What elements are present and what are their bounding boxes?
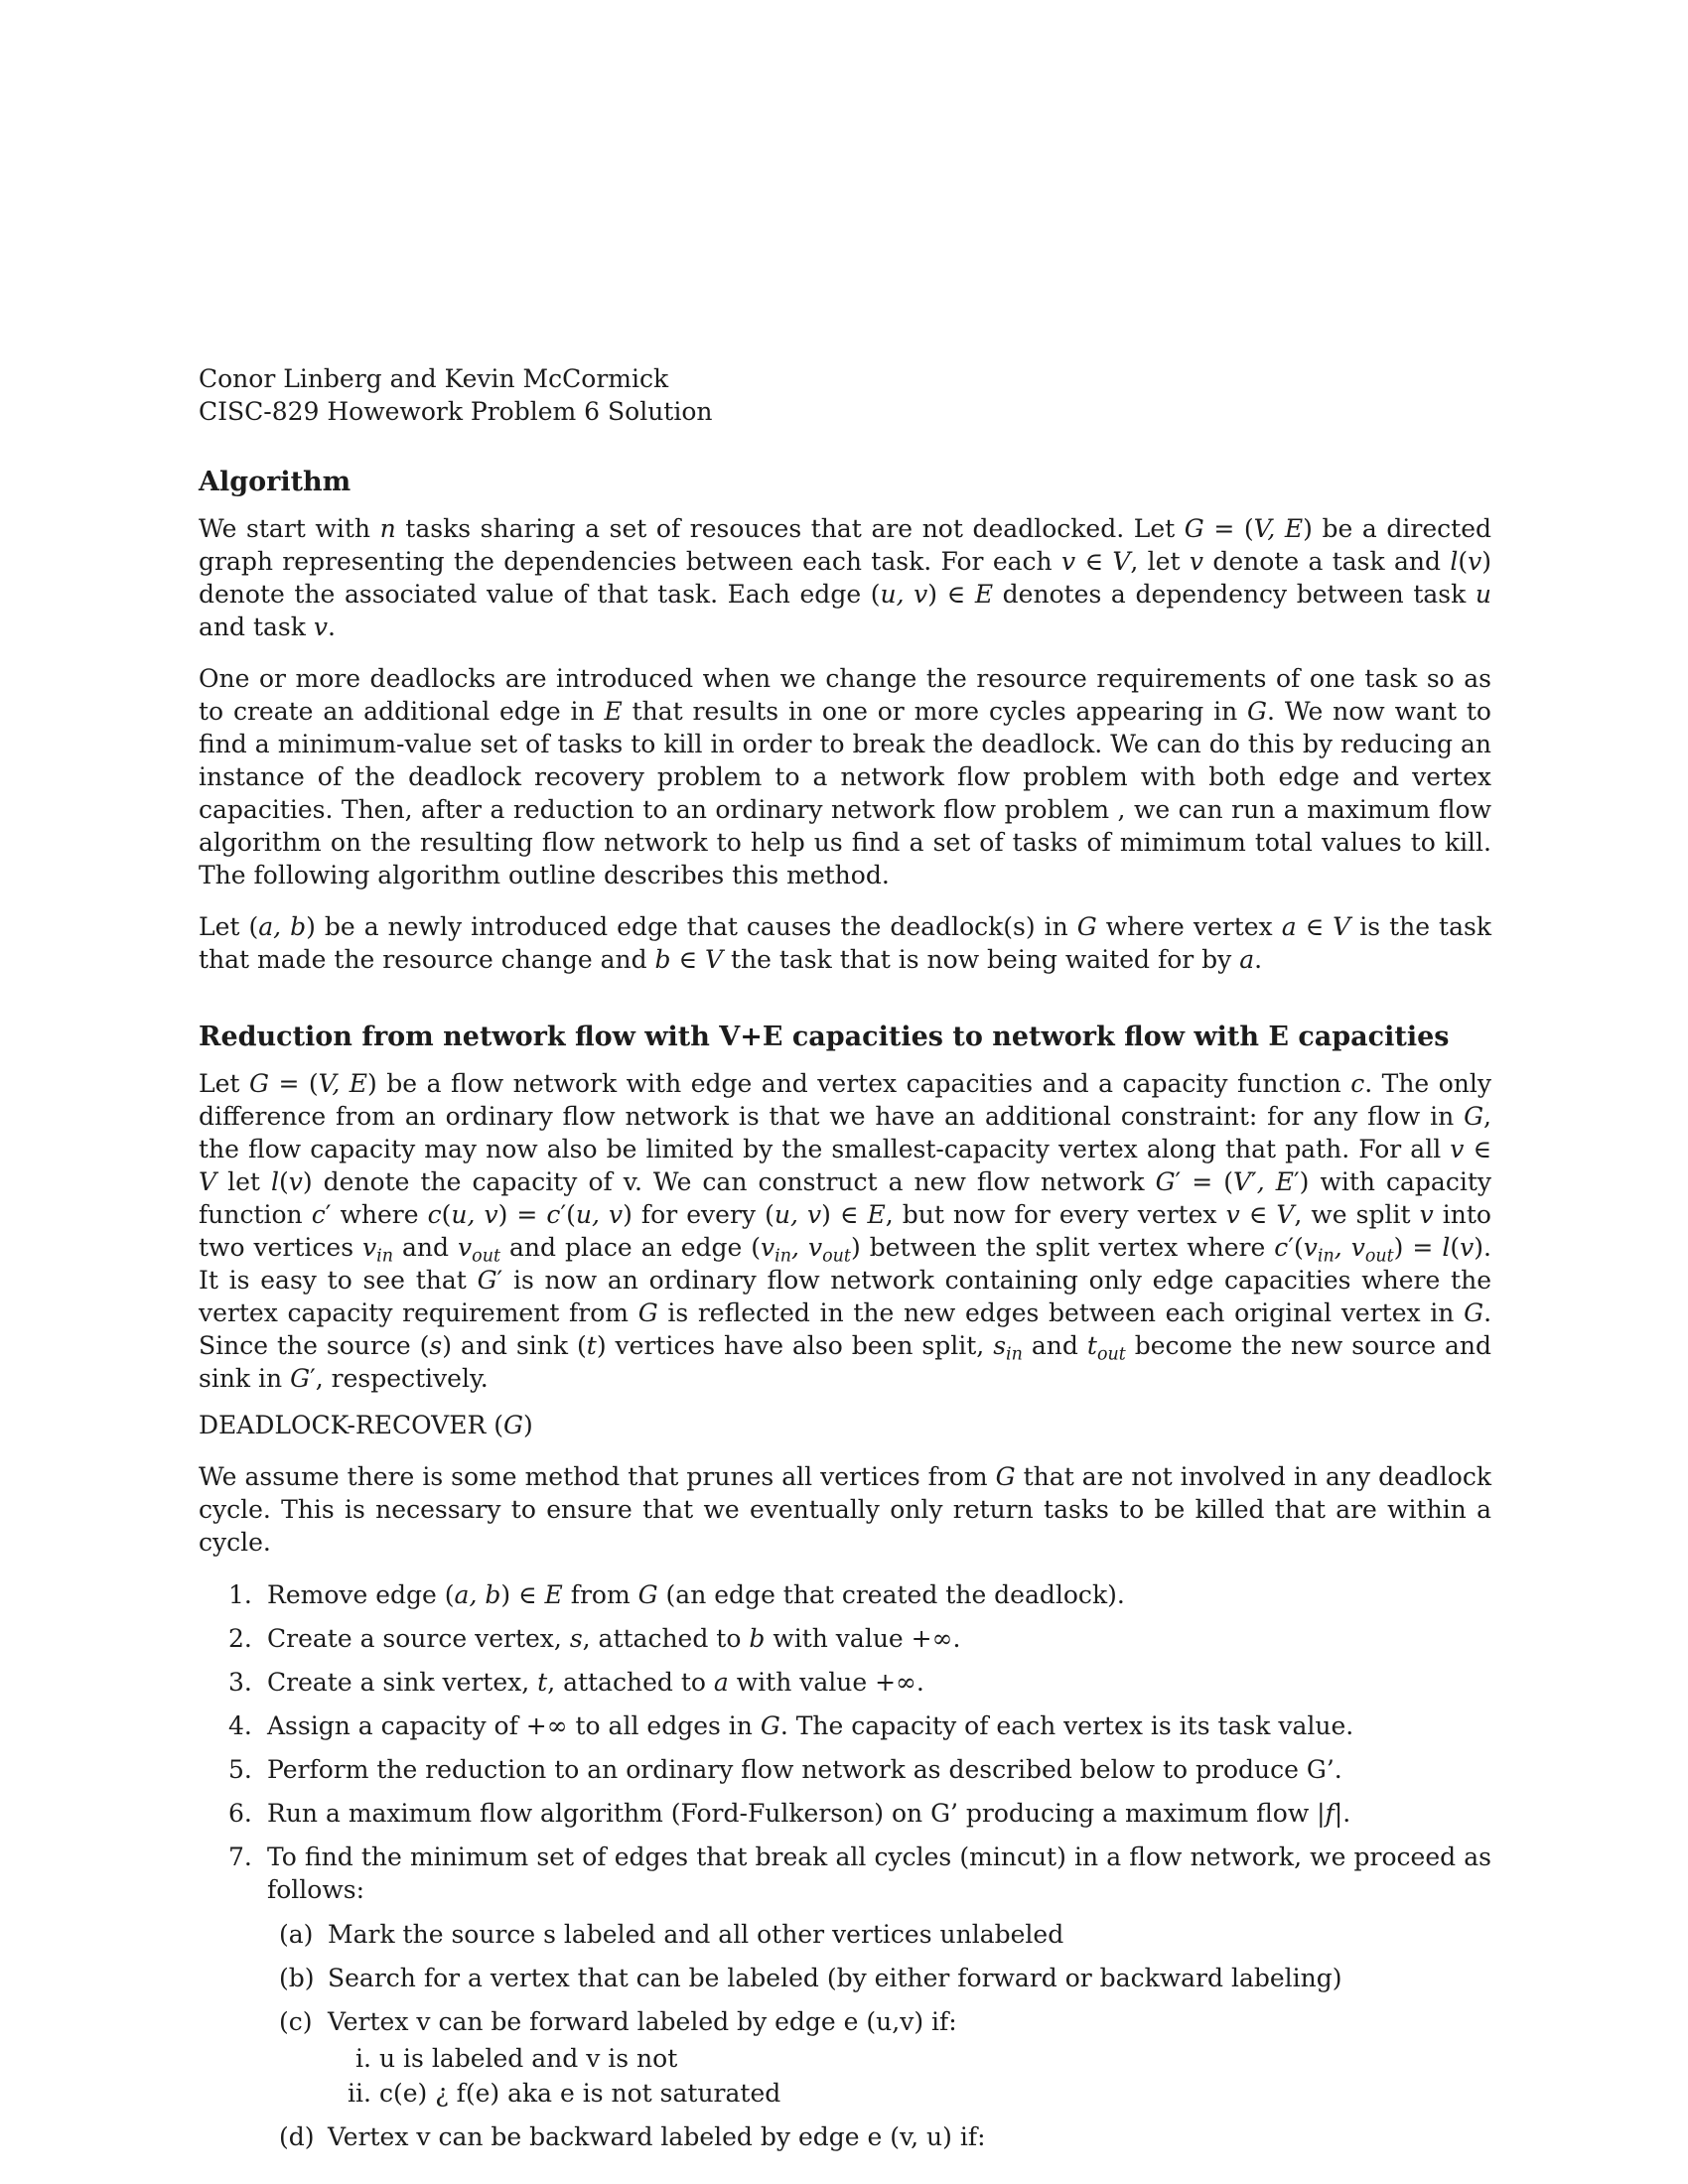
substep-item <box>267 1962 1491 1994</box>
substep-text: Vertex v can be forward labeled by edge e (u,v) if: <box>328 2007 957 2036</box>
step-text: Remove edge (a, b) ∈ E from G (an edge that created the deadlock). <box>267 1580 1125 1609</box>
paragraph-algorithm-intro: We start with n tasks sharing a set of resouces that are not deadlocked. Let G = (V, E) be a directed graph representing the dependencies between each task. For each v ∈ V, let v denote a task and l(v) denote the associated value of that task. Each edge (u, v) ∈ E denotes a dependency between task u and task v. <box>199 514 1492 641</box>
step-text: To find the minimum set of edges that break all cycles (mincut) in a flow network, we proceed as follows: <box>267 1843 1491 1904</box>
page-content <box>199 362 1491 2164</box>
section-title-reduction: Reduction from network flow with V+E capacities to network flow with E capacities <box>199 1022 1450 1052</box>
step-item <box>199 1666 1491 1699</box>
step-text: Run a maximum flow algorithm (Ford-Fulkerson) on G’ producing a maximum flow |f|. <box>267 1799 1351 1828</box>
paragraph-new-edge: Let (a, b) be a newly introduced edge that causes the deadlock(s) in G where vertex a ∈ V is the task that made the resource change and b ∈ V the task that is now being waited for by a. <box>199 912 1491 974</box>
step-number: 3. <box>228 1668 252 1697</box>
condition-item <box>328 2077 1491 2110</box>
substep-letter: (d) <box>279 2122 315 2151</box>
substep-letter: (a) <box>279 1920 314 1949</box>
step-text: Assign a capacity of +∞ to all edges in G. The capacity of each vertex is its task value. <box>267 1711 1354 1740</box>
step-item <box>199 1622 1491 1655</box>
step-number: 4. <box>228 1711 252 1740</box>
step-item <box>199 1797 1491 1830</box>
step-item <box>199 1753 1491 1786</box>
paragraph-deadlock-description: One or more deadlocks are introduced when we change the resource requirements of one task so as to create an additional edge in E that results in one or more cycles appearing in G. We now want to find a minimum-value set of tasks to kill in order to break the deadlock. We can do this by reducing an instance of the deadlock recovery problem to a network flow problem with both edge and vertex capacities. Then, after a reduction to an ordinary network flow problem , we can run a maximum flow algorithm on the resulting flow network to help us find a set of tasks of mimimum total values to kill. The following algorithm outline describes this method. <box>199 664 1491 889</box>
substep-letter: (b) <box>279 1964 315 1992</box>
step-number: 6. <box>228 1799 252 1828</box>
condition-number: ii. <box>348 2079 371 2108</box>
condition-item <box>328 2042 1491 2075</box>
substep-item <box>267 1918 1491 1951</box>
substep-text: Search for a vertex that can be labeled (by either forward or backward labeling) <box>328 1964 1342 1992</box>
condition-number: i. <box>355 2044 371 2073</box>
section-title-algorithm: Algorithm <box>199 467 352 497</box>
algorithm-steps <box>199 1578 1491 2153</box>
step-item <box>199 1578 1491 1611</box>
step-item <box>199 1841 1491 2153</box>
step-number: 7. <box>228 1843 252 1871</box>
step-number: 2. <box>228 1624 252 1653</box>
forward-label-conditions <box>328 2042 1491 2110</box>
step-number: 5. <box>228 1755 252 1784</box>
condition-text: u is labeled and v is not <box>379 2044 678 2073</box>
paragraph-prune-assumption: We assume there is some method that prunes all vertices from G that are not involved in any deadlock cycle. This is necessary to ensure that we eventually only return tasks to be killed that are within a cycle. <box>199 1462 1491 1557</box>
substep-text: Mark the source s labeled and all other vertices unlabeled <box>328 1920 1064 1949</box>
substep-text: Vertex v can be backward labeled by edge e (v, u) if: <box>328 2122 986 2151</box>
substep-letter: (c) <box>279 2007 313 2036</box>
step-item <box>199 1709 1491 1742</box>
mincut-substeps <box>267 1918 1491 2153</box>
course-line: CISC-829 Howework Problem 6 Solution <box>199 397 713 426</box>
step-number: 1. <box>228 1580 252 1609</box>
substep-item <box>267 2120 1491 2153</box>
step-text: Perform the reduction to an ordinary flow network as described below to produce G’. <box>267 1755 1342 1784</box>
condition-text: c(e) ¿ f(e) aka e is not saturated <box>379 2079 781 2108</box>
paragraph-reduction: Let G = (V, E) be a flow network with edge and vertex capacities and a capacity function c. The only difference from an ordinary flow network is that we have an additional constraint: for any flow in G, the flow capacity may now also be limited by the smallest-capacity vertex along that path. For all v ∈ V let l(v) denote the capacity of v. We can construct a new flow network G′ = (V′, E′) with capacity function c′ where c(u, v) = c′(u, v) for every (u, v) ∈ E, but now for every vertex v ∈ V, we split v into two vertices $v_{in}$ and $v_{out}$ and place an edge ($v_{in}$, $v_{out}$) between the split vertex where $c'(v_{in}$, $v_{out}) = l(v)$. It is easy to see that G′ is now an ordinary flow network containing only edge capacities where the vertex capacity requirement from G is reflected in the new edges between each original vertex in G. Since the source (s) and sink (t) vertices have also been split, $s_{in}$ and $t_{out}$ become the new source and sink in G′, respectively. <box>199 1069 1492 1393</box>
procedure-title: DEADLOCK-RECOVER (G) <box>199 1411 533 1439</box>
step-text: Create a source vertex, s, attached to b with value +∞. <box>267 1624 961 1653</box>
authors-line: Conor Linberg and Kevin McCormick <box>199 364 669 393</box>
substep-item <box>267 2005 1491 2110</box>
step-text: Create a sink vertex, t, attached to a with value +∞. <box>267 1668 924 1697</box>
